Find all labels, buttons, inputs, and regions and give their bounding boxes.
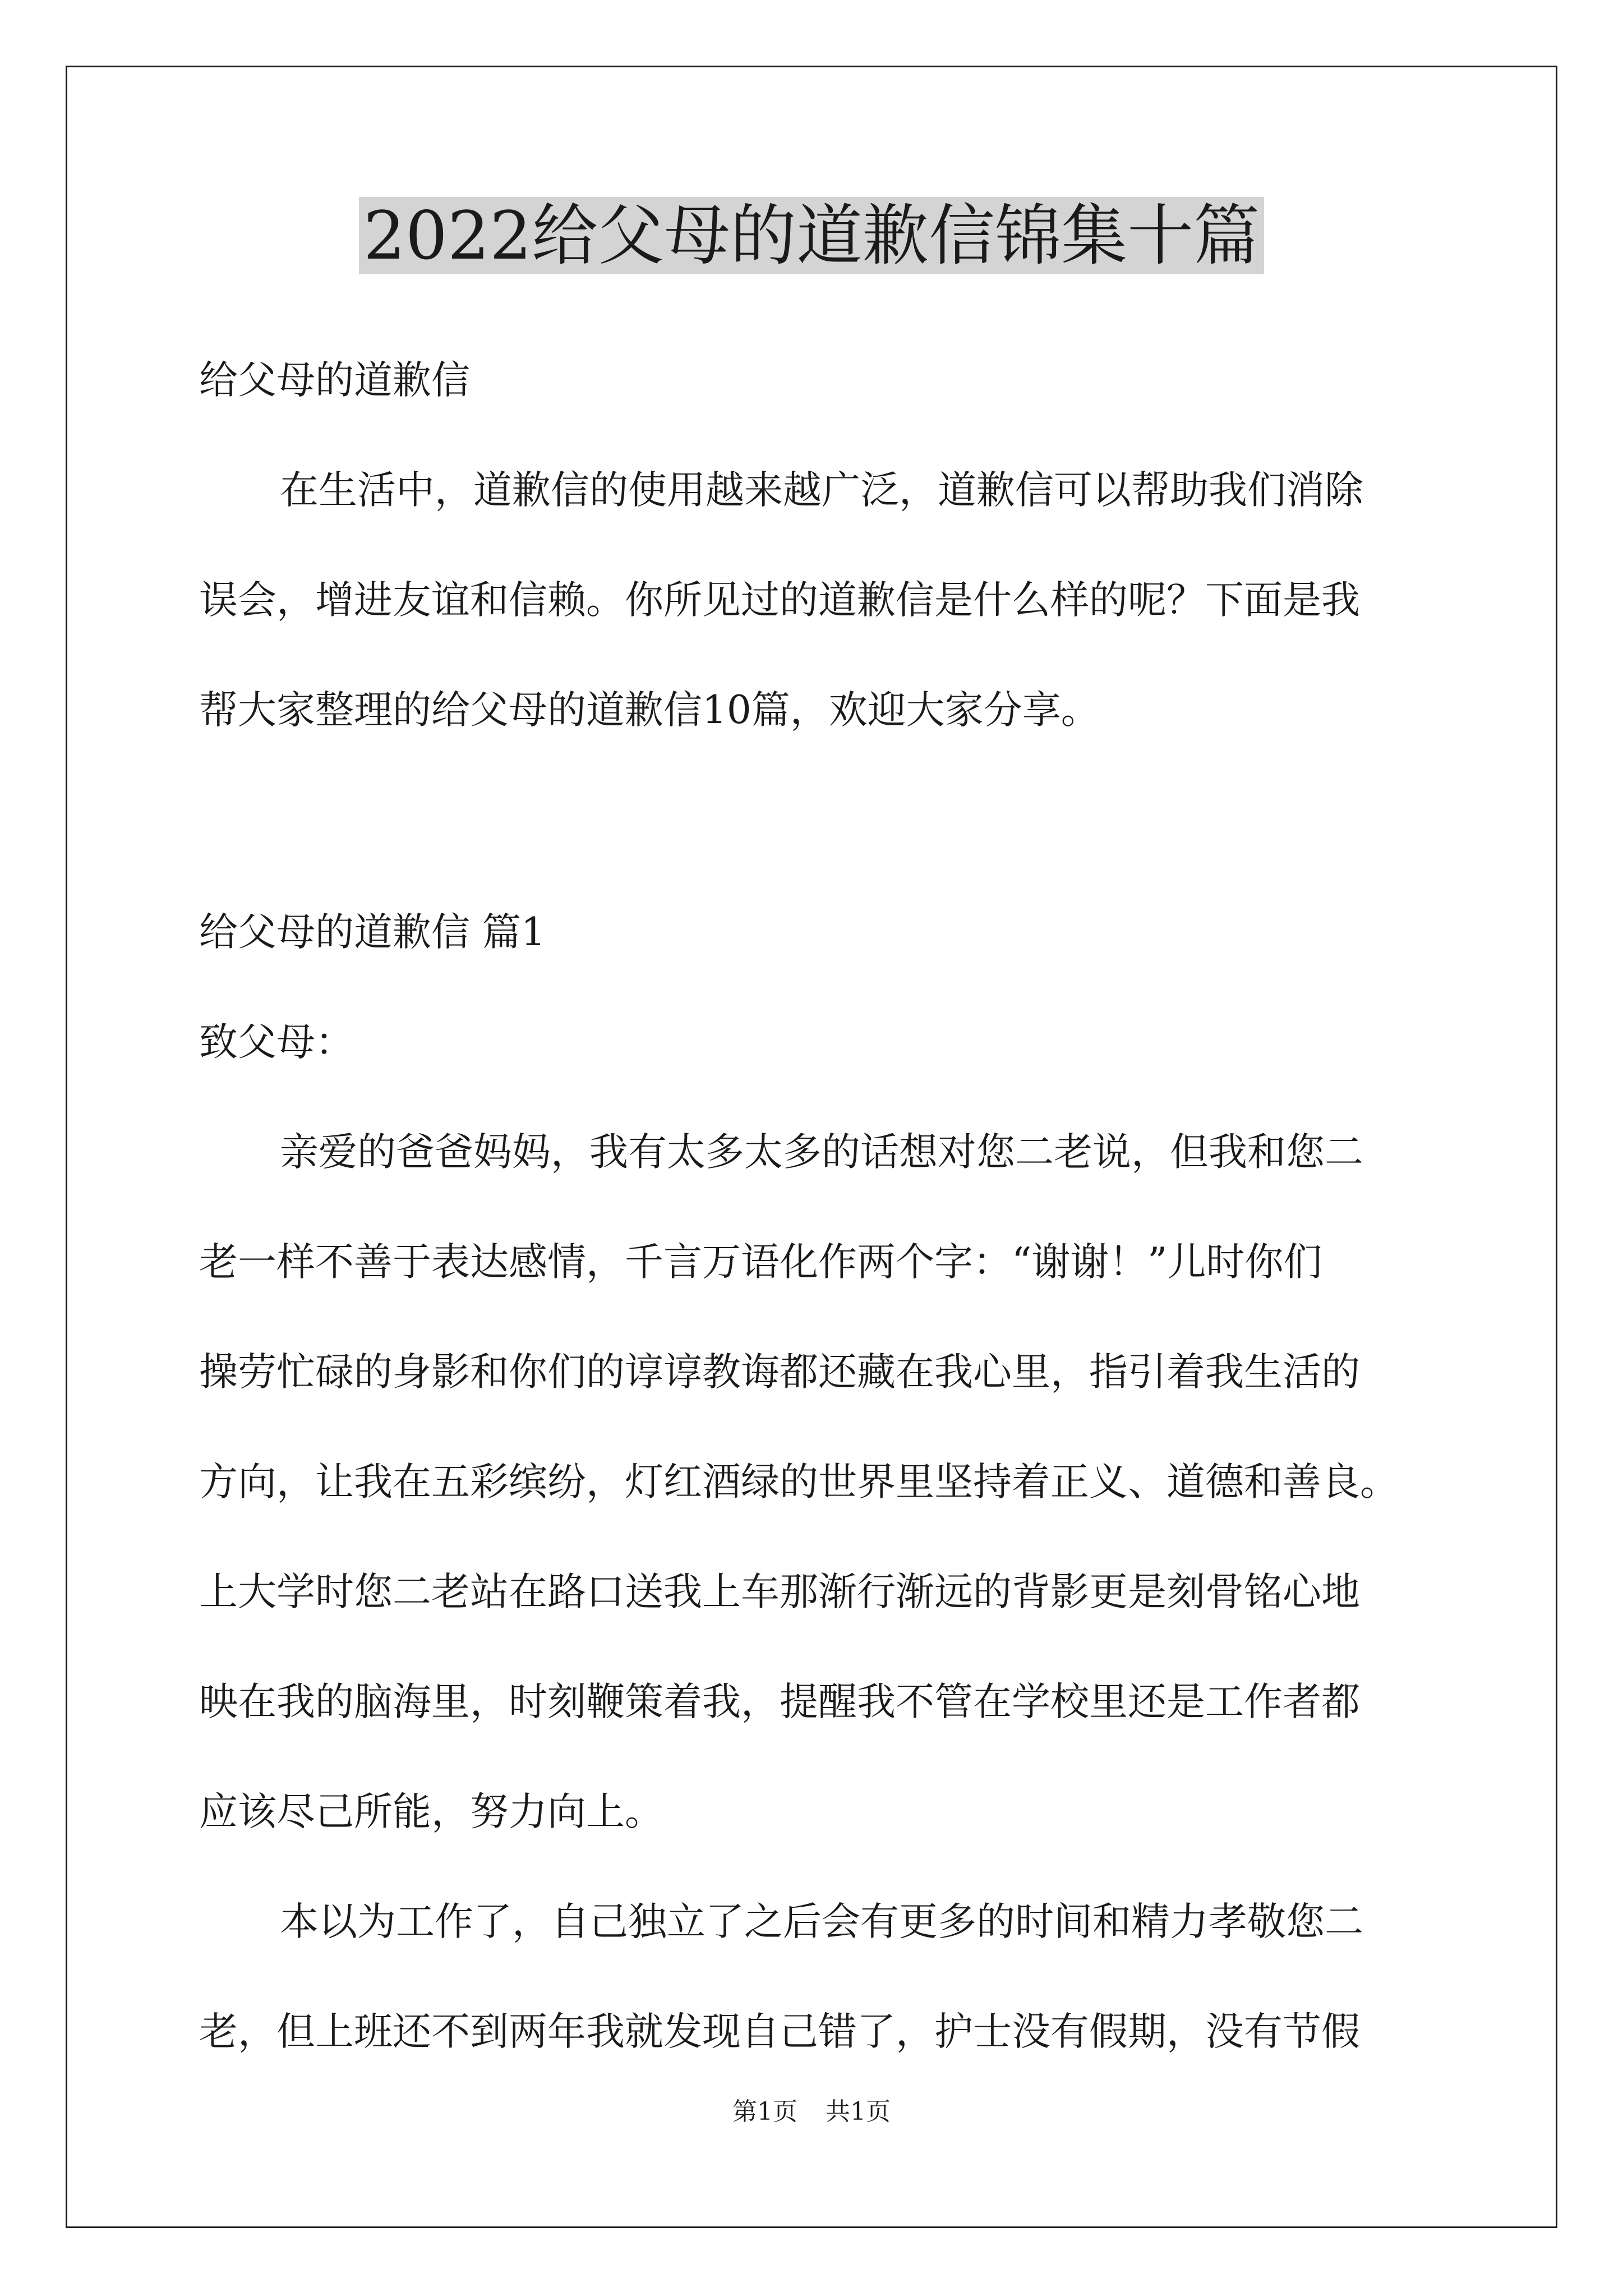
section-heading: 给父母的道歉信 篇1 [199,910,546,955]
page-number-current: 第1页 [732,2097,797,2126]
intro-line: 误会，增进友谊和信赖。你所见过的道歉信是什么样的呢？下面是我 [199,578,1360,623]
paragraph-line: 映在我的脑海里，时刻鞭策着我，提醒我不管在学校里还是工作者都 [199,1680,1360,1724]
intro-line: 在生活中，道歉信的使用越来越广泛，道歉信可以帮助我们消除 [280,468,1363,513]
document-body [199,325,1433,2087]
paragraph-line: 上大学时您二老站在路口送我上车那渐行渐远的背影更是刻骨铭心地 [199,1570,1360,1614]
paragraph-line: 方向，让我在五彩缤纷，灯红酒绿的世界里坚持着正义、道德和善良。 [199,1460,1399,1504]
salutation: 致父母： [199,1020,354,1065]
intro-heading: 给父母的道歉信 [199,358,470,403]
paragraph-line: 应该尽己所能，努力向上。 [199,1789,663,1834]
document-title-text: 2022给父母的道歉信锦集十篇 [359,197,1264,274]
paragraph-line: 亲爱的爸爸妈妈，我有太多太多的话想对您二老说，但我和您二 [280,1130,1363,1175]
paragraph-line: 老，但上班还不到两年我就发现自己错了，护士没有假期，没有节假 [199,2009,1360,2054]
paragraph-line: 老一样不善于表达感情，千言万语化作两个字：“谢谢！”儿时你们 [199,1240,1322,1285]
intro-line: 帮大家整理的给父母的道歉信10篇，欢迎大家分享。 [199,688,1100,733]
section-spacer [199,765,1433,877]
paragraph-line: 操劳忙碌的身影和你们的谆谆教诲都还藏在我心里，指引着我生活的 [199,1350,1360,1395]
page-number-total: 共1页 [826,2097,891,2126]
paragraph-line: 本以为工作了，自己独立了之后会有更多的时间和精力孝敬您二 [280,1899,1363,1944]
page-footer [0,2095,1623,2129]
document-title [0,194,1623,278]
